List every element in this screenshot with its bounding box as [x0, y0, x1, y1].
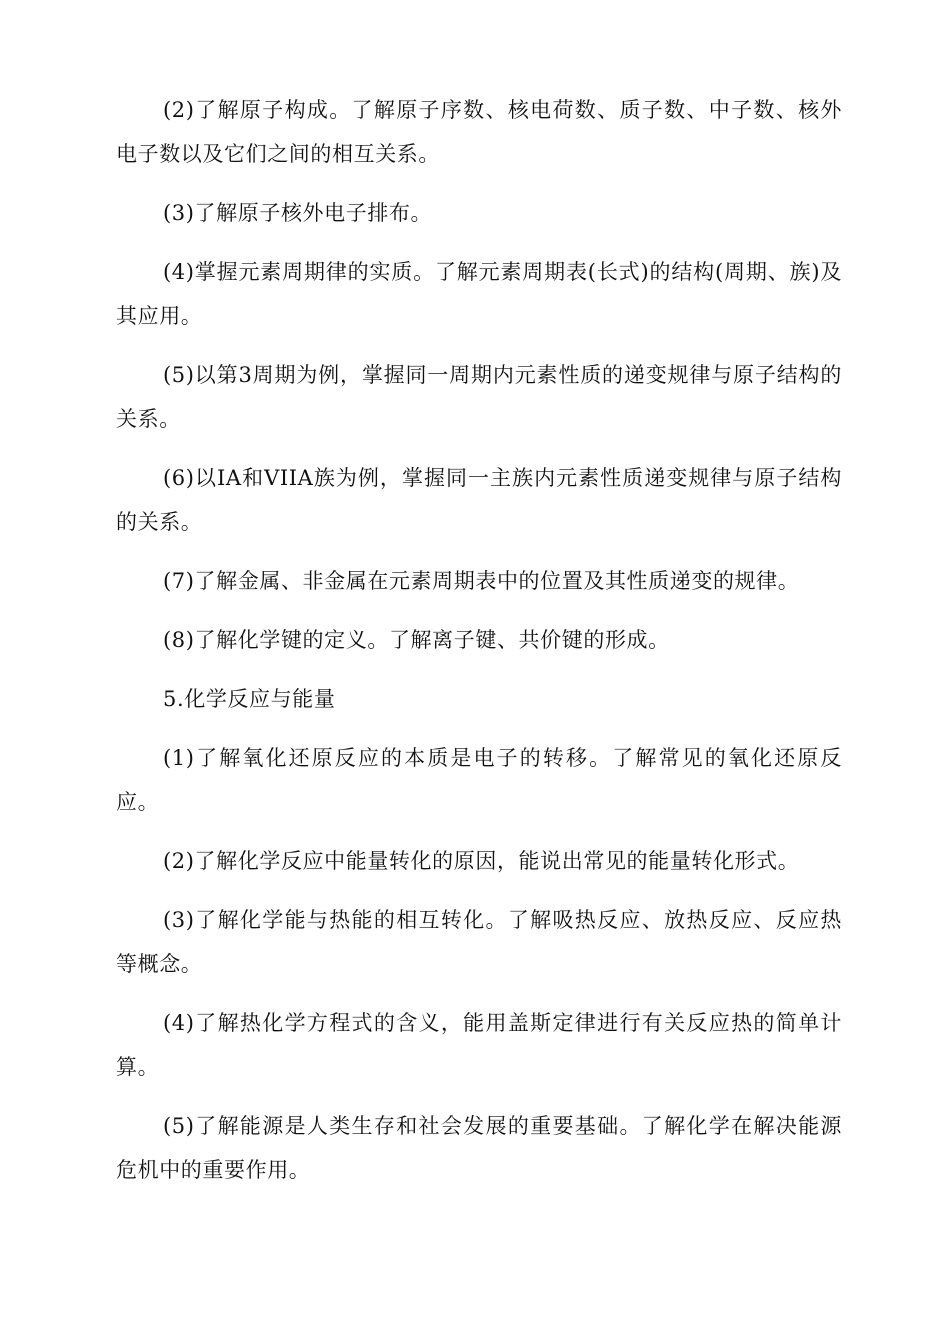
section-heading-reactions-energy: 5.化学反应与能量: [163, 687, 336, 711]
paragraph-chemical-bonds: (8)了解化学键的定义。了解离子键、共价键的形成。: [163, 628, 670, 652]
paragraph-group-trends: (6)以IA和VIIA族为例，掌握同一主族内元素性质递变规律与原子结构的关系。: [116, 466, 842, 534]
paragraph-electron-arrangement: (3)了解原子核外电子排布。: [163, 201, 433, 225]
paragraph-redox: (1)了解氧化还原反应的本质是电子的转移。了解常见的氧化还原反应。: [116, 746, 842, 814]
paragraph-heat-energy: (3)了解化学能与热能的相互转化。了解吸热反应、放热反应、反应热等概念。: [116, 908, 842, 976]
paragraph-thermochemical-equation: (4)了解热化学方程式的含义，能用盖斯定律进行有关反应热的简单计算。: [116, 1011, 842, 1079]
paragraph-metals-nonmetals: (7)了解金属、非金属在元素周期表中的位置及其性质递变的规律。: [163, 569, 800, 593]
paragraph-atom-structure: (2)了解原子构成。了解原子序数、核电荷数、质子数、中子数、核外电子数以及它们之间的相互关系。: [116, 98, 842, 166]
paragraph-periodic-law: (4)掌握元素周期律的实质。了解元素周期表(长式)的结构(周期、族)及其应用。: [116, 260, 842, 328]
paragraph-energy-conversion: (2)了解化学反应中能量转化的原因，能说出常见的能量转化形式。: [163, 849, 800, 873]
paragraph-energy-sources: (5)了解能源是人类生存和社会发展的重要基础。了解化学在解决能源危机中的重要作用。: [116, 1114, 842, 1182]
paragraph-period-trends: (5)以第3周期为例，掌握同一周期内元素性质的递变规律与原子结构的关系。: [116, 363, 842, 431]
